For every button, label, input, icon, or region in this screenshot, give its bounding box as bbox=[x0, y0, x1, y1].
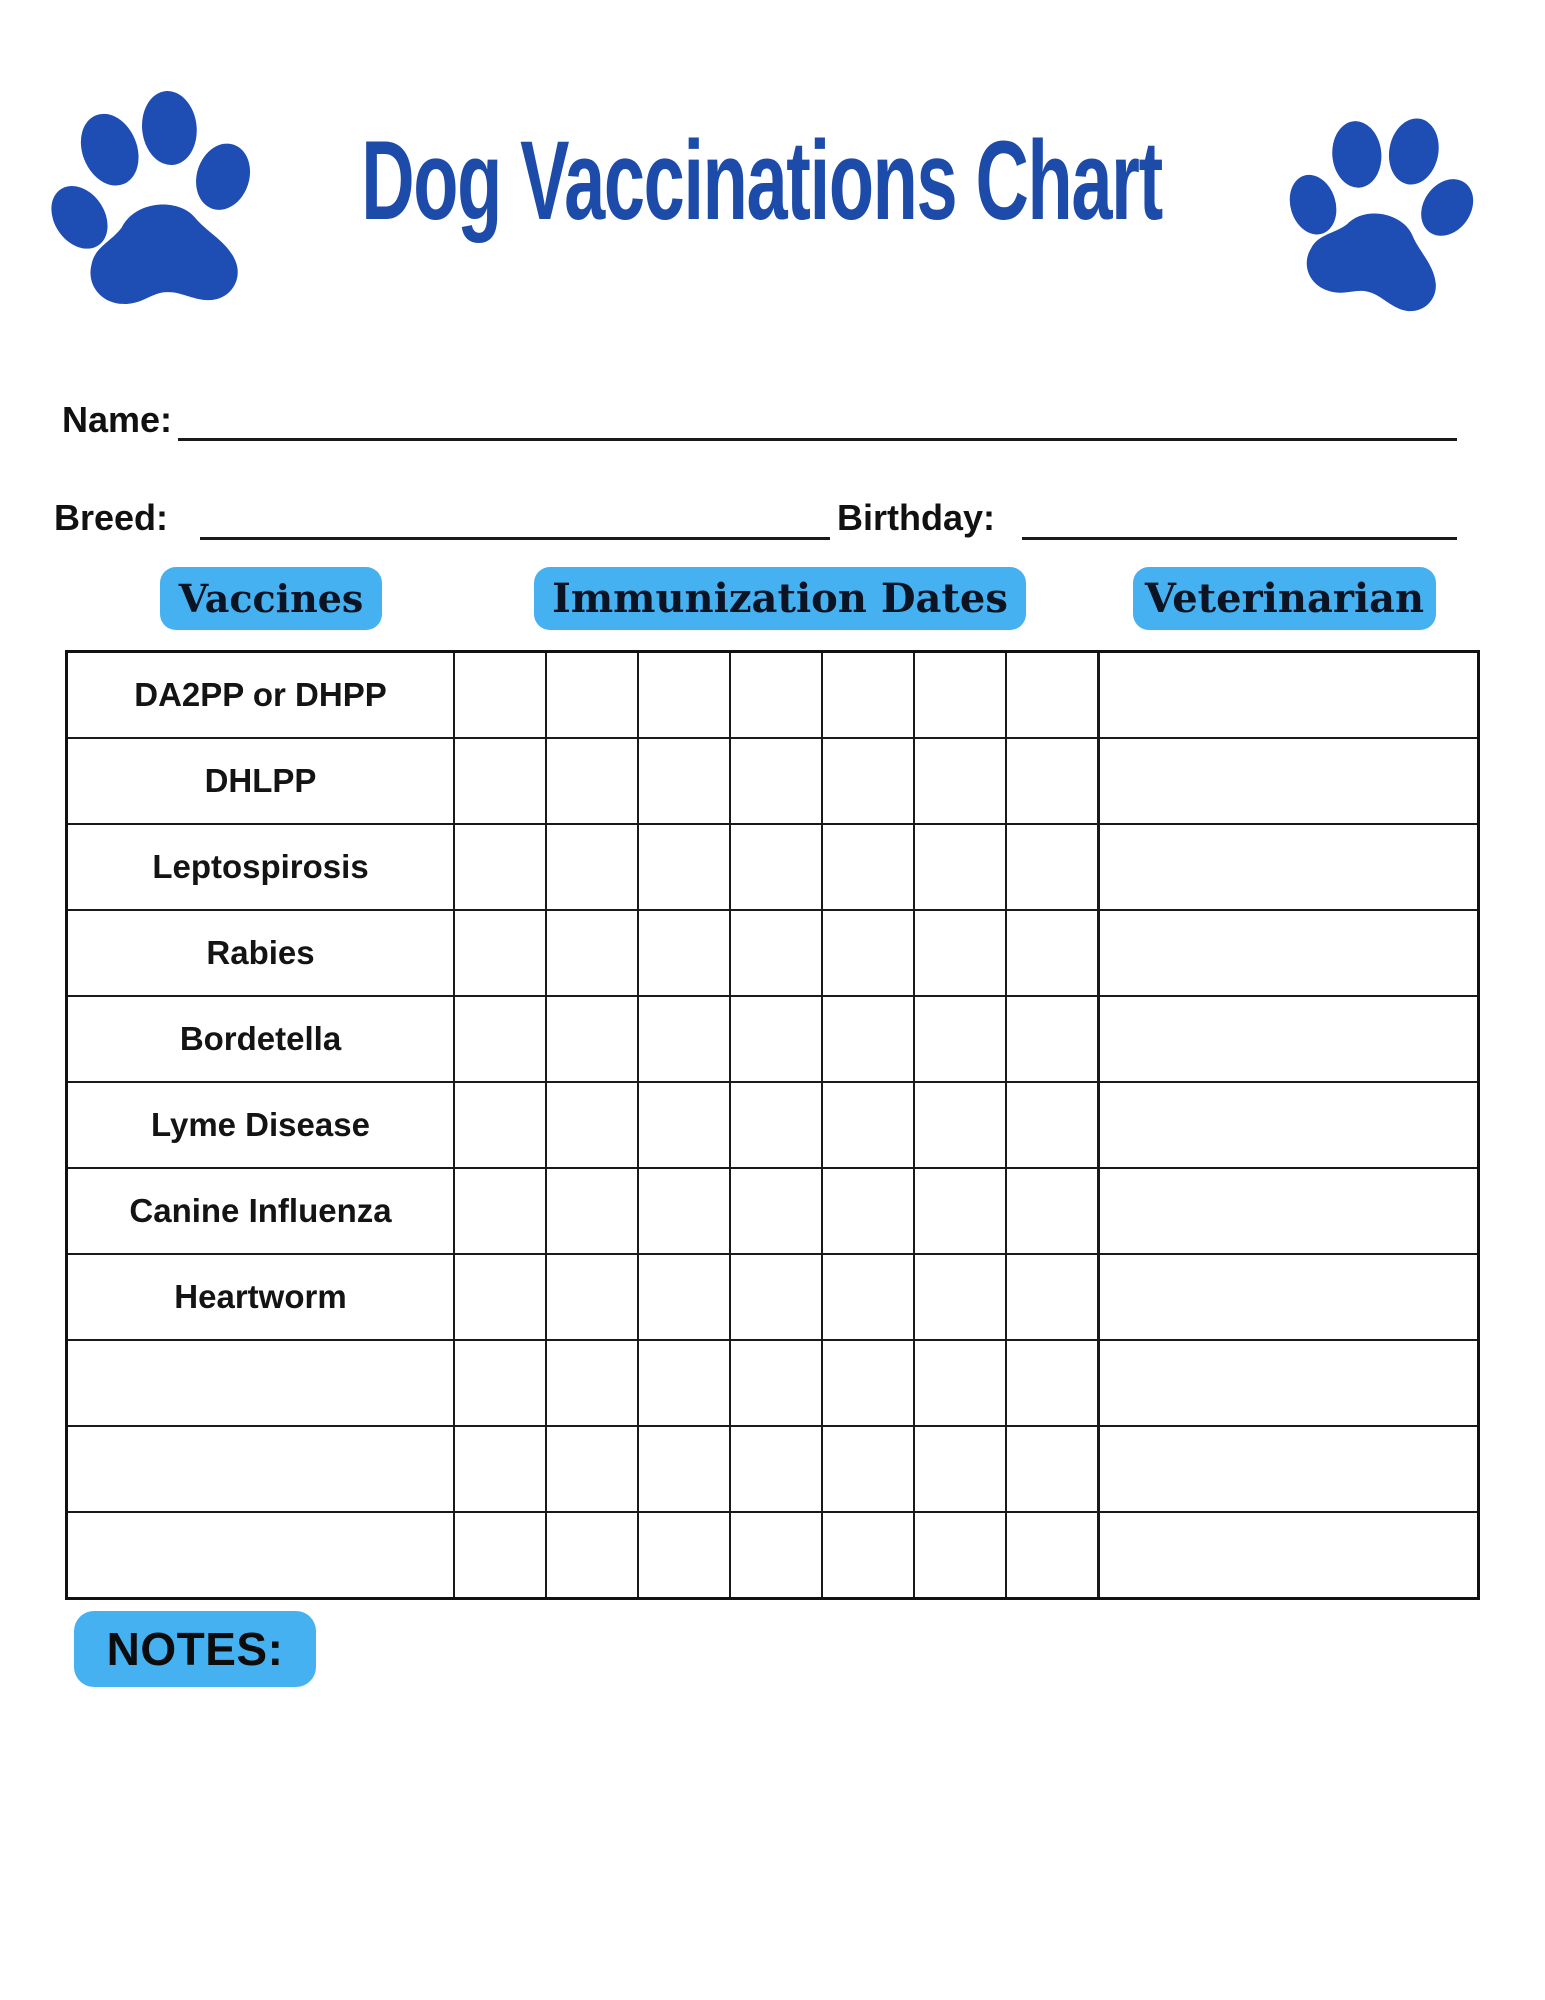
veterinarian-cell[interactable] bbox=[1099, 739, 1477, 823]
vaccine-name-cell[interactable] bbox=[68, 1427, 455, 1511]
immunization-date-cell[interactable] bbox=[547, 739, 639, 823]
immunization-date-cell[interactable] bbox=[915, 1169, 1007, 1253]
name-label: Name: bbox=[62, 399, 173, 440]
table-row bbox=[68, 739, 1477, 825]
vaccine-name-cell: DHLPP bbox=[68, 739, 455, 823]
table-row bbox=[68, 997, 1477, 1083]
immunization-date-cell[interactable] bbox=[915, 911, 1007, 995]
immunization-date-cell[interactable] bbox=[731, 739, 823, 823]
immunization-date-cell[interactable] bbox=[731, 1513, 823, 1597]
veterinarian-cell[interactable] bbox=[1099, 1427, 1477, 1511]
immunization-date-cell[interactable] bbox=[823, 1255, 915, 1339]
immunization-date-cell[interactable] bbox=[915, 1427, 1007, 1511]
immunization-date-cell[interactable] bbox=[455, 653, 547, 737]
immunization-date-cell[interactable] bbox=[547, 1513, 639, 1597]
immunization-date-cell[interactable] bbox=[455, 1169, 547, 1253]
immunization-date-cell[interactable] bbox=[915, 997, 1007, 1081]
veterinarian-cell[interactable] bbox=[1099, 1169, 1477, 1253]
immunization-date-cell[interactable] bbox=[547, 1427, 639, 1511]
immunization-date-cell[interactable] bbox=[455, 1427, 547, 1511]
name-field[interactable] bbox=[178, 438, 1457, 441]
immunization-date-cell[interactable] bbox=[731, 1255, 823, 1339]
immunization-date-cell[interactable] bbox=[731, 1083, 823, 1167]
page-title-text: Dog Vaccinations Chart bbox=[361, 117, 1163, 243]
immunization-date-cell[interactable] bbox=[547, 1341, 639, 1425]
immunization-date-cell[interactable] bbox=[731, 997, 823, 1081]
immunization-date-cell[interactable] bbox=[639, 739, 731, 823]
veterinarian-cell[interactable] bbox=[1099, 1255, 1477, 1339]
immunization-date-cell[interactable] bbox=[455, 1083, 547, 1167]
veterinarian-cell[interactable] bbox=[1099, 997, 1477, 1081]
paw-icon bbox=[40, 79, 274, 324]
immunization-date-cell[interactable] bbox=[547, 911, 639, 995]
immunization-date-cell[interactable] bbox=[1007, 1513, 1099, 1597]
veterinarian-cell[interactable] bbox=[1099, 825, 1477, 909]
immunization-date-cell[interactable] bbox=[1007, 1341, 1099, 1425]
table-row bbox=[68, 825, 1477, 911]
immunization-date-cell[interactable] bbox=[823, 997, 915, 1081]
vaccine-name-cell: DA2PP or DHPP bbox=[68, 653, 455, 737]
immunization-date-cell[interactable] bbox=[823, 653, 915, 737]
immunization-date-cell[interactable] bbox=[823, 825, 915, 909]
immunization-date-cell[interactable] bbox=[547, 1255, 639, 1339]
vaccine-name-cell: Heartworm bbox=[68, 1255, 455, 1339]
immunization-date-cell[interactable] bbox=[1007, 739, 1099, 823]
immunization-date-cell[interactable] bbox=[731, 1341, 823, 1425]
immunization-date-cell[interactable] bbox=[915, 1255, 1007, 1339]
immunization-date-cell[interactable] bbox=[1007, 1083, 1099, 1167]
vaccination-table bbox=[65, 650, 1480, 1600]
page-title bbox=[262, 118, 1262, 243]
immunization-date-cell[interactable] bbox=[823, 1513, 915, 1597]
vaccine-name-cell: Bordetella bbox=[68, 997, 455, 1081]
immunization-date-cell[interactable] bbox=[1007, 997, 1099, 1081]
notes-label: NOTES: bbox=[74, 1611, 316, 1687]
vaccine-name-cell: Rabies bbox=[68, 911, 455, 995]
veterinarian-cell[interactable] bbox=[1099, 1341, 1477, 1425]
immunization-date-cell[interactable] bbox=[915, 739, 1007, 823]
table-row bbox=[68, 1169, 1477, 1255]
immunization-date-cell[interactable] bbox=[731, 653, 823, 737]
table-row bbox=[68, 1427, 1477, 1513]
immunization-date-cell[interactable] bbox=[455, 825, 547, 909]
immunization-date-cell[interactable] bbox=[547, 825, 639, 909]
immunization-date-cell[interactable] bbox=[915, 1083, 1007, 1167]
immunization-date-cell[interactable] bbox=[639, 1427, 731, 1511]
immunization-date-cell[interactable] bbox=[1007, 1169, 1099, 1253]
vaccine-name-cell: Leptospirosis bbox=[68, 825, 455, 909]
immunization-date-cell[interactable] bbox=[455, 1341, 547, 1425]
immunization-date-cell[interactable] bbox=[1007, 653, 1099, 737]
breed-field[interactable] bbox=[200, 537, 830, 540]
table-row bbox=[68, 1255, 1477, 1341]
birthday-field[interactable] bbox=[1022, 537, 1457, 540]
immunization-date-cell[interactable] bbox=[915, 1341, 1007, 1425]
immunization-dates-header: Immunization Dates bbox=[534, 567, 1026, 630]
immunization-date-cell[interactable] bbox=[1007, 911, 1099, 995]
immunization-date-cell[interactable] bbox=[455, 739, 547, 823]
breed-label: Breed: bbox=[54, 497, 169, 538]
immunization-date-cell[interactable] bbox=[639, 825, 731, 909]
veterinarian-cell[interactable] bbox=[1099, 911, 1477, 995]
immunization-date-cell[interactable] bbox=[639, 997, 731, 1081]
immunization-date-cell[interactable] bbox=[547, 1083, 639, 1167]
immunization-date-cell[interactable] bbox=[1007, 1255, 1099, 1339]
immunization-date-cell[interactable] bbox=[915, 825, 1007, 909]
immunization-date-cell[interactable] bbox=[547, 653, 639, 737]
veterinarian-cell[interactable] bbox=[1099, 1083, 1477, 1167]
immunization-date-cell[interactable] bbox=[455, 1255, 547, 1339]
table-row bbox=[68, 1513, 1477, 1597]
vaccine-name-cell: Canine Influenza bbox=[68, 1169, 455, 1253]
immunization-date-cell[interactable] bbox=[823, 1427, 915, 1511]
immunization-date-cell[interactable] bbox=[915, 1513, 1007, 1597]
immunization-date-cell[interactable] bbox=[823, 1169, 915, 1253]
immunization-date-cell[interactable] bbox=[455, 911, 547, 995]
vaccine-name-cell: Lyme Disease bbox=[68, 1083, 455, 1167]
immunization-date-cell[interactable] bbox=[639, 1169, 731, 1253]
birthday-label: Birthday: bbox=[837, 497, 996, 538]
immunization-date-cell[interactable] bbox=[455, 1513, 547, 1597]
vaccines-header: Vaccines bbox=[160, 567, 382, 630]
vaccine-name-cell[interactable] bbox=[68, 1513, 455, 1597]
veterinarian-header: Veterinarian bbox=[1133, 567, 1436, 630]
immunization-date-cell[interactable] bbox=[639, 1513, 731, 1597]
immunization-date-cell[interactable] bbox=[639, 653, 731, 737]
immunization-date-cell[interactable] bbox=[547, 1169, 639, 1253]
immunization-date-cell[interactable] bbox=[731, 1169, 823, 1253]
immunization-date-cell[interactable] bbox=[823, 739, 915, 823]
immunization-date-cell[interactable] bbox=[639, 1255, 731, 1339]
immunization-date-cell[interactable] bbox=[823, 911, 915, 995]
immunization-date-cell[interactable] bbox=[639, 1341, 731, 1425]
immunization-date-cell[interactable] bbox=[1007, 825, 1099, 909]
immunization-date-cell[interactable] bbox=[639, 1083, 731, 1167]
immunization-date-cell[interactable] bbox=[731, 911, 823, 995]
paw-icon bbox=[1264, 81, 1505, 341]
immunization-date-cell[interactable] bbox=[731, 825, 823, 909]
immunization-date-cell[interactable] bbox=[731, 1427, 823, 1511]
immunization-date-cell[interactable] bbox=[1007, 1427, 1099, 1511]
veterinarian-cell[interactable] bbox=[1099, 653, 1477, 737]
veterinarian-cell[interactable] bbox=[1099, 1513, 1477, 1597]
table-row bbox=[68, 653, 1477, 739]
immunization-date-cell[interactable] bbox=[823, 1341, 915, 1425]
table-row bbox=[68, 1083, 1477, 1169]
immunization-date-cell[interactable] bbox=[639, 911, 731, 995]
immunization-date-cell[interactable] bbox=[547, 997, 639, 1081]
immunization-date-cell[interactable] bbox=[915, 653, 1007, 737]
table-row bbox=[68, 911, 1477, 997]
immunization-date-cell[interactable] bbox=[823, 1083, 915, 1167]
vaccine-name-cell[interactable] bbox=[68, 1341, 455, 1425]
immunization-date-cell[interactable] bbox=[455, 997, 547, 1081]
table-row bbox=[68, 1341, 1477, 1427]
